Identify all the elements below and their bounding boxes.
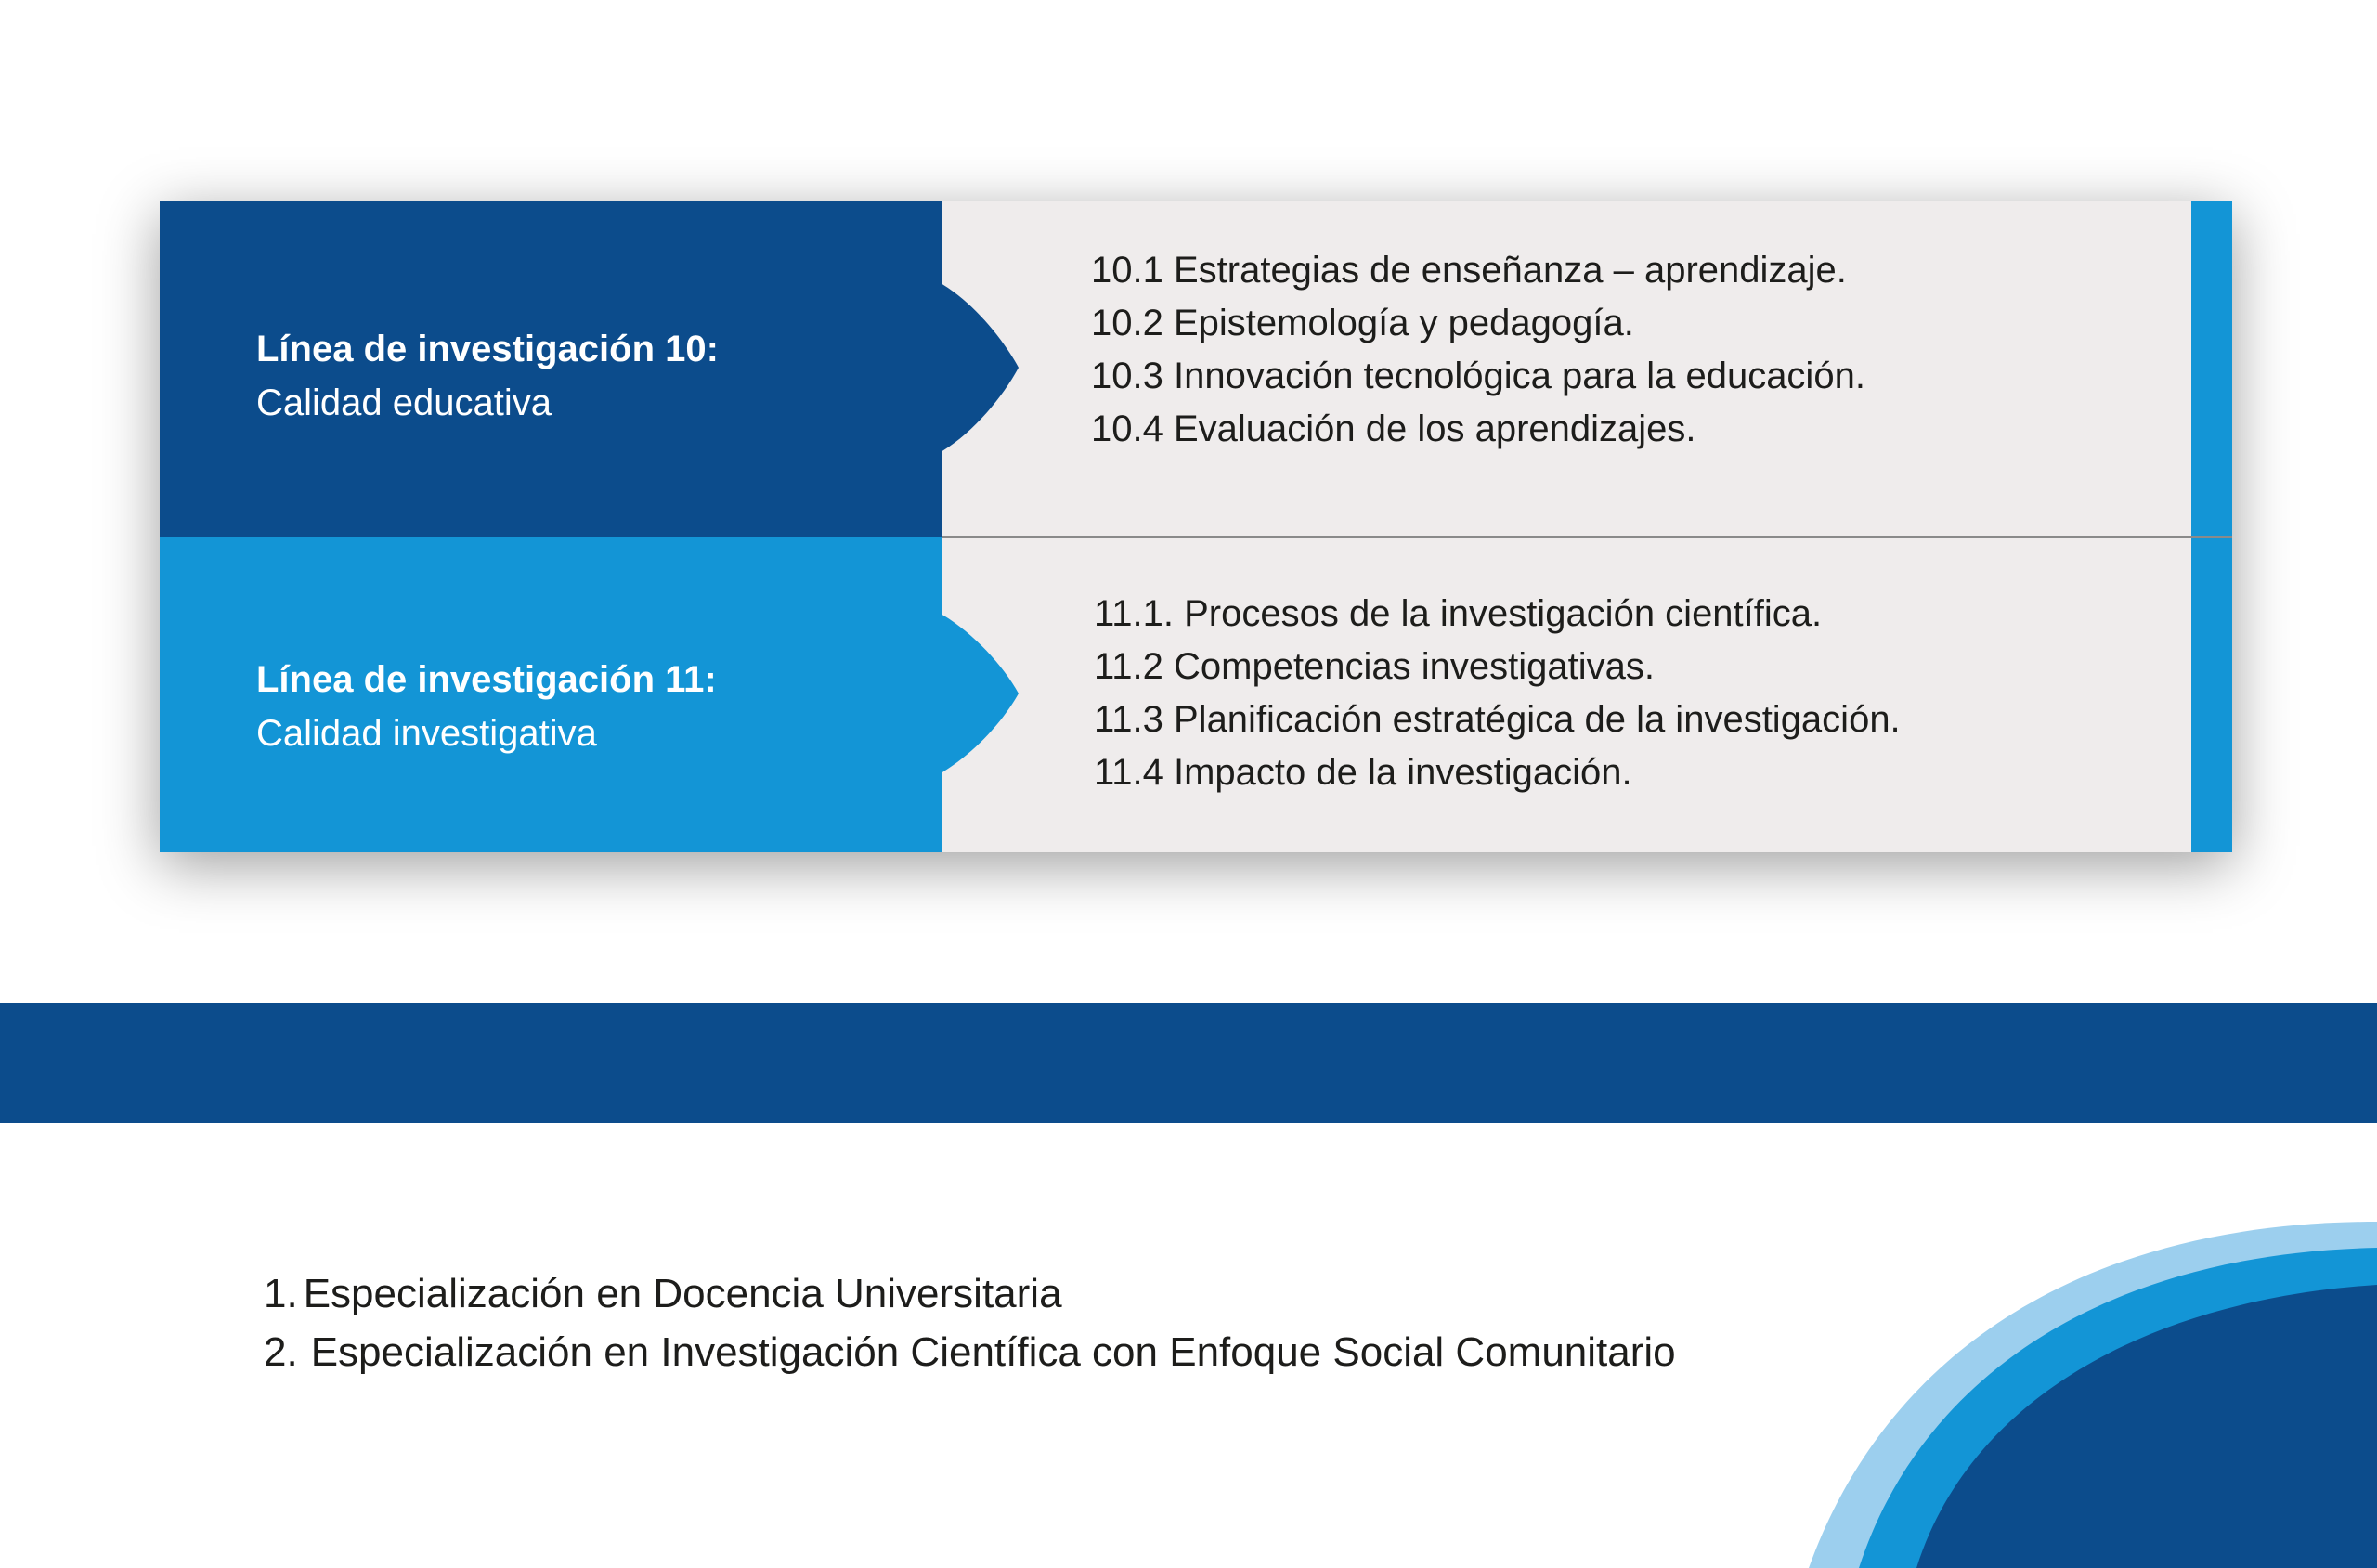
research-line-10-label-panel [160, 201, 942, 537]
research-line-10-topic-list [1091, 244, 1865, 456]
research-lines-card [160, 201, 2232, 852]
topic-item: 10.4 Evaluación de los aprendizajes. [1091, 408, 1696, 449]
research-line-10 [160, 201, 2232, 537]
topic-item: 10.1 Estrategias de enseñanza – aprendizaje. [1091, 250, 1847, 291]
topic-item: 11.1. Procesos de la investigación científica. [1094, 593, 1823, 634]
research-line-10-subtitle: Calidad educativa [256, 382, 552, 423]
topic-item: 11.3 Planificación estratégica de la investigación. [1094, 699, 1901, 740]
research-line-11-subtitle: Calidad investigativa [256, 713, 597, 754]
topic-item: 10.2 Epistemología y pedagogía. [1091, 303, 1634, 343]
topic-item: 11.4 Impacto de la investigación. [1094, 752, 1632, 793]
research-line-10-heading: Línea de investigación 10: [256, 329, 719, 369]
arrow-tab-shape [941, 283, 1020, 452]
topic-item: 10.3 Innovación tecnológica para la educación. [1091, 356, 1865, 396]
accent-strip [2191, 201, 2232, 537]
research-line-10-topics-panel [942, 201, 2191, 537]
program-name: Especialización en Investigación Científica con Enfoque Social Comunitario [310, 1329, 1676, 1375]
research-line-11-topics-panel [942, 537, 2191, 852]
research-line-11-label-panel [160, 537, 942, 852]
research-line-11-heading: Línea de investigación 11: [256, 659, 717, 700]
program-number: 1. [264, 1271, 298, 1316]
research-line-11-topic-list [1094, 588, 1901, 799]
decorative-arcs [1801, 1207, 2377, 1568]
program-list [264, 1264, 1676, 1381]
research-line-10-label [256, 322, 719, 430]
accent-strip [2191, 537, 2232, 852]
arrow-tab-shape [941, 614, 1020, 773]
program-item [264, 1264, 1676, 1323]
section-band [0, 1003, 2377, 1123]
program-name: Especialización en Docencia Universitaria [303, 1271, 1062, 1316]
program-item [264, 1323, 1676, 1381]
research-line-11 [160, 537, 2232, 852]
program-number: 2. [264, 1329, 298, 1375]
topic-item: 11.2 Competencias investigativas. [1094, 646, 1656, 687]
research-line-11-label [256, 653, 717, 760]
row-divider [942, 536, 2232, 538]
